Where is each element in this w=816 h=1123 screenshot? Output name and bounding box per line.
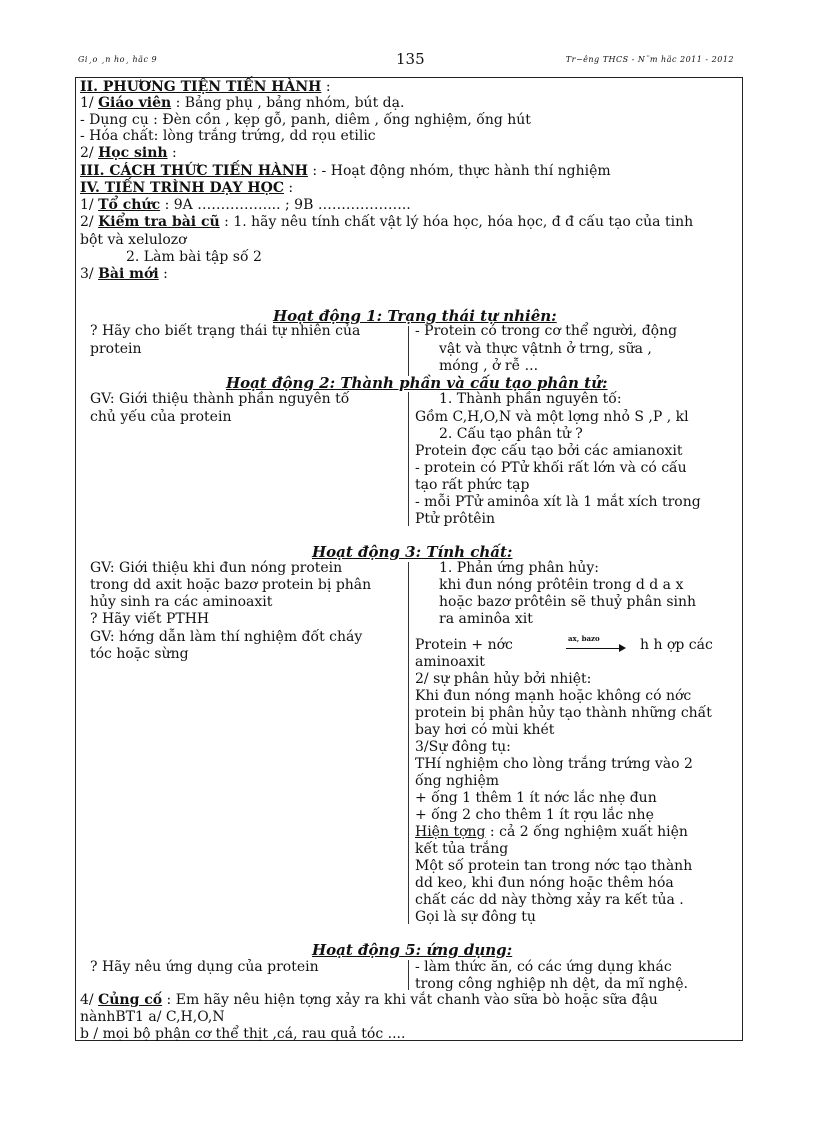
consolidation-line-3: b / mọi bộ phận cơ thể thịt ,cá, rau quả tóc .... <box>80 1026 406 1042</box>
a3-right-line: ra aminôa xit <box>439 611 533 627</box>
section-2-heading: II. PHƯƠNG TIỆN TIẾN HÀNH : <box>80 79 331 95</box>
equipment-line: - Dụng cụ : Đèn cồn , kẹp gỗ, panh, diêm , ống nghiệm, ống hút <box>80 112 531 128</box>
a1-right-line: móng , ở rễ ... <box>439 358 539 374</box>
a1-left-line: protein <box>90 341 142 357</box>
a2-left-line: chủ yếu của protein <box>90 409 232 425</box>
a1-right-line: - Protein có trong cơ thể người, động <box>415 323 678 339</box>
a2-right-line: 2. Cấu tạo phân tử ? <box>439 426 583 442</box>
a3-right-line: 2/ sự phân hủy bởi nhiệt: <box>415 671 592 687</box>
a3-right-line: Gọi là sự đông tụ <box>415 909 536 925</box>
header-left: Gi¸o ¸n ho¸ häc 9 <box>78 55 158 64</box>
a3-right-line: THí nghiệm cho lòng trắng trứng vào 2 <box>415 756 693 772</box>
a3-right-line: 1. Phản ứng phân hủy: <box>439 560 599 576</box>
column-divider <box>408 562 409 924</box>
activity-5-title: Hoạt động 5: ứng dụng: <box>312 941 513 959</box>
a2-right-line: - protein có PTử khối rất lớn và có cấu <box>415 460 687 476</box>
a2-left-line: GV: Giới thiệu thành phần nguyên tố <box>90 391 350 407</box>
column-divider <box>408 326 409 376</box>
a1-left-line: ? Hãy cho biết trạng thái tự nhiên của <box>90 323 361 339</box>
student-line: 2/ Học sinh : <box>80 145 177 161</box>
a3-right-line: ống nghiệm <box>415 773 500 789</box>
a3-left-line: hủy sinh ra các aminoaxit <box>90 594 273 610</box>
a3-left-line: trong dd axit hoặc bazơ protein bị phân <box>90 577 372 593</box>
a3-right-line: Hiện tợng : cả 2 ống nghiệm xuất hiện <box>415 824 688 840</box>
a2-right-line: 1. Thành phần nguyên tố: <box>439 391 622 407</box>
a2-right-line: tạo rất phức tạp <box>415 477 530 493</box>
consolidation-line-2: nànhBT1 a/ C,H,O,N <box>80 1009 225 1025</box>
section-3-heading: III. CÁCH THỨC TIẾN HÀNH : - Hoạt động nhóm, thực hành thí nghiệm <box>80 163 611 179</box>
a3-right-line: dd keo, khi đun nóng hoặc thêm hóa <box>415 875 674 891</box>
new-lesson-line: 3/ Bài mới : <box>80 266 168 282</box>
a3-right-line: protein bị phân hủy tạo thành những chất <box>415 705 712 721</box>
review-line: 2/ Kiểm tra bài cũ : 1. hãy nêu tính chất vật lý hóa học, hóa học, đ đ cấu tạo của tinh <box>80 214 694 230</box>
a3-left-line: GV: Giới thiệu khi đun nóng protein <box>90 560 343 576</box>
a3-right-line: Protein + nớc <box>415 637 513 653</box>
a2-right-line: Protein đợc cấu tạo bởi các amianoxit <box>415 443 683 459</box>
a3-left-line: ? Hãy viết PTHH <box>90 611 210 627</box>
reaction-arrow-label: ax, bazo <box>568 634 600 643</box>
a3-right-line: chất các dd này thờng xảy ra kết tủa . <box>415 892 684 908</box>
a2-right-line: Gồm C,H,O,N và một lợng nhỏ S ,P , kl <box>415 409 689 425</box>
a3-right-line: Một số protein tan trong nớc tạo thành <box>415 858 693 874</box>
a3-right-line: Khi đun nóng mạnh hoặc không có nớc <box>415 688 692 704</box>
a5-right-line: - làm thức ăn, có các ứng dụng khác <box>415 959 672 975</box>
page-header <box>78 50 734 70</box>
column-divider <box>408 392 409 526</box>
chemicals-line: - Hóa chất: lòng trắng trứng, dd rọu etilic <box>80 128 376 144</box>
activity-3-title: Hoạt động 3: Tính chất: <box>312 543 513 561</box>
a5-left-line: ? Hãy nêu ứng dụng của protein <box>90 959 319 975</box>
page-number: 135 <box>396 50 425 68</box>
a3-right-line: khi đun nóng prôtêin trong d d a x <box>439 577 684 593</box>
a3-right-line: 3/Sự đông tụ: <box>415 739 511 755</box>
a2-right-line: Ptử prôtêin <box>415 511 496 527</box>
a3-right-line: kết tủa trắng <box>415 841 509 857</box>
reaction-arrow <box>566 634 626 654</box>
a2-right-line: - mỗi PTử aminôa xít là 1 mắt xích trong <box>415 494 701 510</box>
a3-right-line: + ống 1 thêm 1 ít nớc lắc nhẹ đun <box>415 790 657 806</box>
a1-right-line: vật và thực vậtnh ở trng, sữa , <box>439 341 652 357</box>
a3-right-line: h h ợp các <box>640 637 713 653</box>
a5-right-line: trong công nghiệp nh dệt, da mĩ nghệ. <box>415 976 688 992</box>
activity-2-title: Hoạt động 2: Thành phần và cấu tạo phân tử: <box>226 374 608 392</box>
a3-left-line: tóc hoặc sừng <box>90 646 189 662</box>
a3-right-line: hoặc bazơ prôtêin sẽ thuỷ phân sinh <box>439 594 697 610</box>
consolidation-line: 4/ Củng cố : Em hãy nêu hiện tợng xảy ra khi vắt chanh vào sữa bò hoặc sữa đậu <box>80 992 658 1008</box>
activity-1-title: Hoạt động 1: Trạng thái tự nhiên: <box>273 307 557 325</box>
phenomenon-label: Hiện tợng <box>415 824 486 840</box>
a3-left-line: GV: hớng dẫn làm thí nghiệm đốt cháy <box>90 629 363 645</box>
teacher-line: 1/ Giáo viên : Bảng phụ , bảng nhóm, bút dạ. <box>80 95 405 111</box>
a3-right-line: + ống 2 cho thêm 1 ít rợu lắc nhẹ <box>415 807 654 823</box>
organization-line: 1/ Tổ chức : 9A ……………... ; 9B ……………….. <box>80 197 411 213</box>
review-line-2: bột và xelulozơ <box>80 232 187 248</box>
header-right: Tr−êng THCS - N¨m häc 2011 - 2012 <box>565 55 734 64</box>
review-line-3: 2. Làm bài tập số 2 <box>126 249 262 265</box>
section-4-heading: IV. TIẾN TRÌNH DẠY HỌC : <box>80 180 294 196</box>
column-divider <box>408 960 409 990</box>
a3-right-line: aminoaxit <box>415 654 485 670</box>
a3-right-line: bay hơi có mùi khét <box>415 722 555 738</box>
